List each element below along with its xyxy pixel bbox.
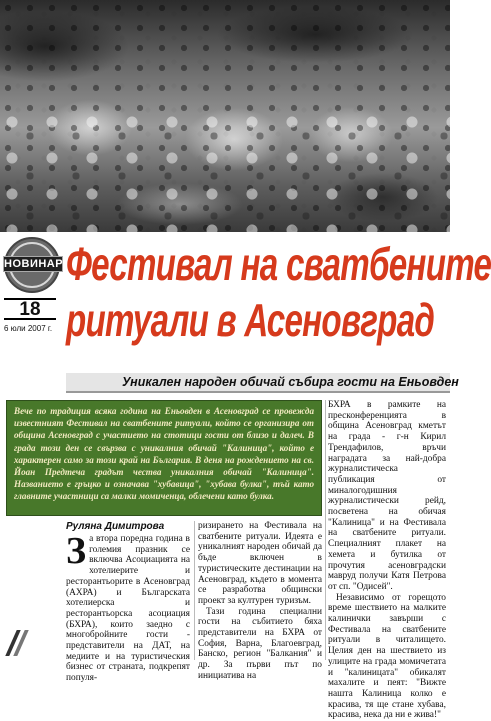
- column-divider: [194, 521, 195, 660]
- photo-dancers-texture: [0, 110, 450, 232]
- byline: Руляна Димитрова: [66, 521, 165, 532]
- column-divider: [325, 400, 326, 660]
- headline-line-2: ритуали в Асеновград: [66, 294, 435, 346]
- headline-line-1: Фестивал на сватбените: [66, 238, 491, 290]
- lead-paragraph: Вече по традиция всяка година на Еньовден в Асеновград се провежда известният Фестивал на сватбените ритуали, който се организира от община Асеновград с участието на стотици гости от близо и далеч. В града този ден се свързва с уникалния обичай "Калиница", който е характерен само за този край на България. В деня на рождението на св. Йоан Предтеча градът чества уникалния обичай "Калиница". Названието е гръцко и означава "хубавица", "хубава булка", тъй като главните участници са малки момиченца, облечени като булка.: [6, 400, 322, 516]
- subheadline: Уникален народен обичай събира гости на Еньовден: [66, 373, 450, 391]
- issue-number: 18: [4, 298, 56, 320]
- festival-photo: [0, 0, 450, 232]
- subheadline-rule: [66, 391, 450, 393]
- corner-logo-mark: [3, 628, 31, 658]
- body-column-3: [328, 400, 446, 721]
- column-3-paragraph-1: БХРА в рамките на пресконференцията в община Асеновград кметът на града - г-н Кирил Трендафилов, връчи наградата за най-добра журналистическа публикация от миналогодишния журналистически рейд, посветена на обичая "Калиница" и на Фестивала на сватбените ритуали. Специалният плакет на хемета и бутилка от прочутия асеновградски мавруд получи Катя Петрова от сп. "Одисей".: [328, 400, 446, 592]
- column-3-paragraph-2: Независимо от горещото време шествието на малките калинички завърши с Фестивала на сватбените ритуали в читалището. Целия ден на шествието из улиците на града момичетата и "калиницата" обикалят махалите и пеят: "Вижте нашта Калиница колко е красива, тя ще стане хубава, красива, нека да ни е жива!": [328, 592, 446, 721]
- logo-text: НОВИНАР: [4, 258, 64, 270]
- headline: [66, 236, 491, 348]
- dropcap: З: [66, 530, 87, 572]
- column-1-text: а втора поредна година в големия празник се включва Асоциацията на хотелиерите и ресторантьорите в Асеновград (АХРА) и Българската хотелиерска и ресторантьорска асоциация (БХРА), които заедно с многобройните гости - представители на ДАТ, на медиите и на туристическия бизнес от страната, подкрепят популя-: [66, 534, 190, 684]
- body-column-1: [66, 530, 190, 684]
- body-column-2: [198, 521, 322, 681]
- column-2-paragraph-1: ризирането на Фестивала на сватбените ритуали. Идеята е уникалният народен обичай да бъде включен в туристическите дестинации на Асеновград, където в момента се разработва общински проект за културен туризъм.: [198, 521, 322, 606]
- issue-date: 6 юли 2007 г.: [4, 324, 53, 333]
- newspaper-logo: [4, 237, 64, 293]
- column-2-paragraph-2: Тази година специални гости на събитието бяха представители на БХРА от София, Варна, Благоевград, Банско, регион "Балкания" и др. За първи път по инициатива на: [198, 606, 322, 681]
- slash-logo-icon: [3, 628, 31, 658]
